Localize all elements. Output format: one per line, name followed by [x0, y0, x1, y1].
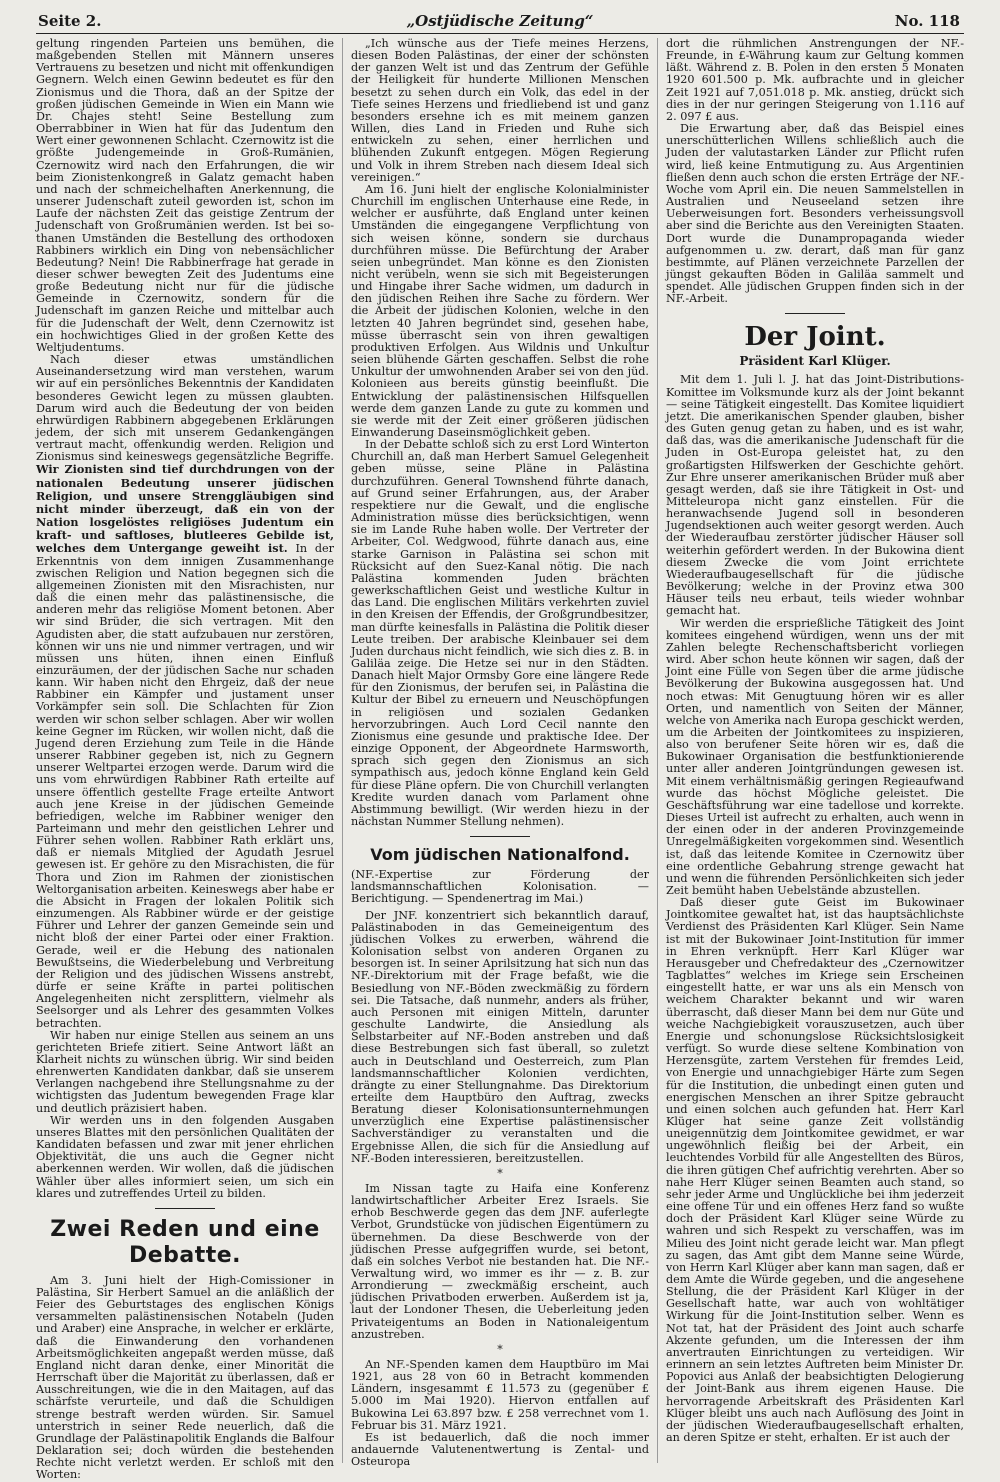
article-paragraph: Wir werden uns in den folgenden Ausgaben unseres Blattes mit den persönlichen Qualitäten der Kandidaten befassen und zwar mit jener ehrlichen Objektivität, die uns auch die Gegner nicht aberkennen werden. Wir wollen, daß die jüdischen Wähler über alles informiert seien, um sich ein klares und zutreffendes Urteil zu bilden.: [36, 1113, 334, 1200]
section-divider: [155, 1208, 215, 1209]
article-subheadline: Präsident Karl Klüger.: [739, 354, 891, 369]
article-paragraph: dort die rühmlichen Anstrengungen der NF.-Freunde, in £-Währung kaum zur Geltung kommen läßt. Während z. B. Polen in den ersten 5 Monaten 1920 601.500 p. Mk. aufbrachte und in gleicher Zeit 1921 auf 7,051.018 p. Mk. anstieg, drückt sich dies in der nur geringen Steigerung von 1.116 auf 2. 097 £ aus.: [666, 37, 964, 123]
article-paragraph: Im Nissan tagte zu Haifa eine Konferenz landwirtschaftlicher Arbeiter Erez Israels. Sie erhob Beschwerde gegen das dem JNF. auferlegte Verbot, Grundstücke von jüdischen Eigentümern zu übernehmen. Da diese Beschwerde von der jüdischen Presse aufgegriffen wurde, sei betont, daß ein solches Verbot nie bestanden hat. Die NF.-Verwaltung wird, wo immer es ihr — z. B. zur Arrondierung — zweckmäßig erscheint, auch jüdischen Privatboden erwerben. Außerdem ist ja, laut der Londoner Thesen, die Ueberleitung jeden Privateigentums an Boden in Nationaleigentum anzustreben.: [351, 1181, 649, 1341]
article-paragraph: Daß dieser gute Geist im Bukowinaer Jointkomitee gewaltet hat, ist das hauptsächlichste Verdienst des Präsidenten Karl Klüger. Sein Name ist mit der Bukowinaer Joint-Institution für immer in Ehren verknüpft. Herr Karl Klüger war Herausgeber und Chefredakteur des „Czernowitzer Tagblattes“ welches im Kriege sein Erscheinen eingestellt hatte, er war uns als ein Mensch von weichem Charakter bekannt und wir waren überrascht, daß dieser Mann bei dem nur Güte und weiche Nachgiebigkeit vorauszusetzen, auch über Energie und schonungslose Rücksichtslosigkeit verfügt. So wurde diese seltene Kombination von Herzensgüte, zartem Verstehen für fremdes Leid, von Energie und unnachgiebiger Härte zum Segen für die Institution, die unbedingt einen guten und energischen Menschen an ihrer Spitze gebraucht und einen solchen auch gefunden hat. Herr Karl Klüger hat seine ganze Zeit vollständig uneigennützig dem Jointkomitee gewidmet, er war ungewöhnlich fleißig bei der Arbeit, ein leuchtendes Vorbild für alle Angestellten des Büros, die ihren gütigen Chef aufrichtig verehrten. Aber so nahe Herr Klüger seinen Beamten auch stand, so sehr jeder Arme und Unglückliche bei ihm jederzeit eine offene Tür und ein offenes Herz fand so wußte doch der Präsident Karl Klüger seine Würde zu wahren und sich Respekt zu verschaffen, was im Milieu des Joint nicht gerade leicht war. Man pflegt zu sagen, das Amt gibt dem Manne seine Würde, von Herrn Karl Klüger aber kann man sagen, daß er dem Amte die Würde gegeben, und die angesehene Stellung, die der Präsident Karl Klüger in der Gesellschaft hatte, war auch von wohltätiger Wirkung für die Joint-Institution selber. Wenn es Not tat, hat der Präsident des Joint auch scharfe Akzente gefunden, um die Interessen der ihm anvertrauten Einrichtungen zu verteidigen. Wir erinnern an sein letztes Auftreten beim Minister Dr. Popovici aus Anlaß der beabsichtigten Delogierung der Joint-Bank aus ihrem eigenen Hause. Die hervorragende Arbeitskraft des Präsidenten Karl Klüger bleibt uns auch nach Auflösung des Joint in der jüdischen Wiederaufbaugesellschaft erhalten, an deren Spitze er steht, erhalten. Er ist auch der: [666, 896, 964, 1445]
emphasis-text: Wir Zionisten sind tief durchdrungen von der nationalen Bedeutung unserer jüdischen Religion, und unsere Strenggläubigen sind nicht minder überzeugt, daß ein von der Nation losgelöstes religiöses Judentum ein kraft- und saftloses, blutleeres Gebilde ist, welches dem Untergange geweiht ist.: [36, 462, 334, 556]
section-divider: [470, 836, 530, 837]
article-paragraph: Wir werden die ersprießliche Tätigkeit des Joint komitees eingehend würdigen, wenn uns der mit Zahlen belegte Rechenschaftsbericht vorliegen wird. Aber schon heute können wir sagen, daß der Joint eine Fülle von Segen über die arme jüdische Bevölkerung der Bukowina ausgegossen hat. Und noch etwas: Mit Genugtuung hören wir es aller Orten, und namentlich von Seiten der Männer, welche von Amerika nach Europa geschickt werden, um die Arbeiten der Jointkomitees zu inspizieren, also von berufener Seite hören wir es, daß die Bukowinaer Organisation die bestfunktionierende unter aller anderen Jointgründungen gewesen ist. Mit einem verhältnismäßig geringen Regieaufwand wurde das höchst Mögliche geleistet. Die Geschäftsführung war eine tadellose und korrekte. Dieses Urteil ist aufrecht zu erhalten, auch wenn in der einen oder in der anderen Provinzgemeinde Unregelmäßigkeiten vorgekommen sind. Wesentlich ist, daß das leitende Komitee in Czernowitz über eine ordentliche Gebahrung strenge gewacht hat und wenn die führenden Persönlichkeiten sich jeder Zeit bemüht haben Uebelstände abzustellen.: [666, 616, 964, 897]
article-paragraph: Nach dieser etwas umständlichen Auseinandersetzung wird man verstehen, warum wir auf ein persönliches Bekenntnis der Kandidaten besonderes Gewicht legen zu müssen glaubten. Darum wird auch die Bedeutung der von beiden ehrwürdigen Rabbinern abgegebenen Erklärungen jedem, der sich mit unserem Gedankengängen vertraut macht, offenkundig werden. Religion und Zionismus sind keineswegs gegensätzliche Begriffe. Wir Zionisten sind tief durchdrungen von der nationalen Bedeutung unserer jüdischen Religion, und unsere Strenggläubigen sind nicht minder überzeugt, daß ein von der Nation losgelöstes religiöses Judentum ein kraft- und saftloses, blutleeres Gebilde ist, welches dem Untergange geweiht ist. In der Erkenntnis von dem innigen Zusammenhange zwischen Religion und Nation begegnen sich die allgemeinen Zionisten mit den Misrachisten, nur daß die einen mehr das palästinensische, die anderen mehr das religiöse Moment betonen. Aber wir sind Brüder, die sich vertragen. Mit den Agudisten aber, die statt aufzubauen nur zerstören, können wir uns nie und nimmer vertragen, und wir müssen uns hüten, ihnen einen Einfluß einzuräumen, der der jüdischen Sache nur schaden kann. Wir haben nicht den Ehrgeiz, daß der neue Rabbiner ein Kämpfer und justament unser Vorkämpfer sein soll. Die Schlachten für Zion werden wir schon selber schlagen. Aber wir wollen keine Gegner im Rücken, wir wollen nicht, daß die Jugend deren Erziehung zum Teile in die Hände unserer Rabbiner gegeben ist, nich zu Gegnern unserer Weltpartei erzogen werde. Darum wird die uns vom ehrwürdigen Rabbiner Rath erteilte auf unsere öffentlich gestellte Frage erteilte Antwort auch jene Kreise in der jüdischen Gemeinde befriedigen, welche im Rabbiner weniger den Parteimann und mehr den geistlichen Lehrer und Führer sehen wollen. Rabbiner Rath erklärt uns, daß er niemals Mitglied der Agudath Jesruel gewesen ist. Er gehöre zu den Misrachisten, die für Thora und Zion im Rahmen der zionistischen Weltorganisation arbeiten. Keineswegs aber habe er die Absicht in Fragen der lokalen Politik sich einzumengen. Als Rabbiner würde er der geistige Führer und Lehrer der ganzen Gemeinde sein und nicht bloß der einer Partei oder einer Fraktion. Gerade, weil er die Hebung des nationalen Bewußtseins, die Wiederbelebung und Verbreitung der Religion und des jüdischen Wissens anstrebt, dürfe er seine Kräfte in partei politischen Angelegenheiten nicht zersplittern, vielmehr als Seelsorger und als Lehrer des gesammten Volkes betrachten.: [36, 353, 334, 1030]
article-paragraph: Der JNF. konzentriert sich bekanntlich darauf, Palästinaboden in das Gemeineigentum des jüdischen Volkes zu erwerben, während die Kolonisation selbst von anderen Organen zu besorgen ist. In seiner Aprilsitzung hat sich nun das NF.-Direktorium mit der Frage befaßt, wie die Besiedlung von NF.-Böden zweckmäßig zu fördern sei. Die Tatsache, daß nunmehr, anders als früher, auch Personen mit einigen Mitteln, darunter geschulte Landwirte, die Ansiedlung als Selbstarbeiter auf NF.-Boden anstreben und daß diese Bestrebungen sich fast überall, so zuletzt auch in Deutschland und Oesterreich, zum Plan landsmannschaftlicher Kolonien verdichten, drängte zu einer Stellungnahme. Das Direktorium erteilte dem Hauptbüro den Auftrag, zwecks Beratung dieser Kolonisationsunternehmungen unverzüglich eine Expertise palästinensischer Sachverständiger zu veranstalten und die Ergebnisse Allen, die sich für die Ansiedlung auf NF.-Boden interessieren, bereitzustellen.: [351, 908, 649, 1165]
article-columns: [36, 37, 964, 1482]
column-3: [657, 38, 964, 1463]
article-paragraph: Mit dem 1. Juli l. J. hat das Joint-Distributions-Komittee im Volksmunde kurz als der Joint bekannt — seine Tätigkeit eingestellt. Das Komitee liquidiert jetzt. Die amerikanischen Spender glauben, bisher des Guten genug getan zu haben, und es ist wahr, daß das, was die amerikanische Judenschaft für die Juden in Ost-Europa geleistet hat, zu den großartigsten Hilfswerken der Geschichte gehört. Zur Ehre unserer amerikanischen Brüder muß aber gesagt werden, daß sie ihre Tätigkeit in Ost- und Mitteleuropa nicht ganz einstellen. Für die heranwachsende Jugend soll in besonderen Jugendsektionen auch weiter gesorgt werden. Auch der Wiederaufbau zerstörter jüdischer Häuser soll weiterhin gefördert werden. In der Bukowina dient diesem Zwecke die vom Joint errichtete Wiederaufbaugesellschaft für die jüdische Bevölkerung; welche in der Provinz etwa 300 Häuser teils neu erbaut, teils wieder wohnbar gemacht hat.: [666, 373, 964, 618]
article-subnote: (NF.-Expertise zur Förderung der landsmannschaftlichen Kolonisation. — Berichtigung. — Spendenertrag im Mai.): [351, 868, 649, 906]
headline-zwei-reden: Zwei Reden und eine Debatte.: [50, 1216, 320, 1268]
newspaper-title: „Ostjüdische Zeitung“: [406, 12, 594, 30]
asterisk-divider: *: [497, 1166, 503, 1180]
section-divider: [785, 313, 845, 314]
asterisk-divider: *: [497, 1342, 503, 1356]
article-paragraph: Es ist bedauerlich, daß die noch immer andauernde Valutenentwertung is Zental- und Osteuropa: [351, 1430, 649, 1469]
column-2: [342, 37, 657, 1469]
article-paragraph: Wir haben nur einige Stellen aus seinem an uns gerichteten Briefe zitiert. Seine Antwort läßt an Klarheit nichts zu wünschen übrig. Wir sind beiden ehrenwerten Kandidaten dankbar, daß sie unserem Verlangen nachgebend ihre Stellungsnahme zu der wichtigsten das Judentum bewegenden Frage klar und deutlich präzisiert haben.: [36, 1028, 334, 1115]
article-paragraph: An NF.-Spenden kamen dem Hauptbüro im Mai 1921, aus 28 von 60 in Betracht kommenden Ländern, insgesammt £ 11.573 zu (gegenüber £ 5.000 im Mai 1920). Hiervon entfallen auf Bukowina Lei 63.897 bzw. £ 258 verrechnet vom 1. Februar bis 31. März 1921.: [351, 1357, 649, 1432]
article-paragraph: Am 3. Juni hielt der High-Comissioner in Palästina, Sir Herbert Samuel an die anläßlich der Feier des Geburtstages des englischen Königs versammelten palästinensischen Notabeln (Juden und Araber) eine Ansprache, in welcher er erklärte, daß die Einwanderung den vorhandenen Arbeitsmöglichkeiten angepaßt werden müsse, daß England nicht daran denke, einer Minorität die Herrschaft über die Majorität zu überlassen, daß er Ausschreitungen, wie die in den Maitagen, auf das schärfste verurteile, und daß die Schuldigen strenge bestraft werden würden. Sir. Samuel unterstrich in seiner Rede neuerlich, daß die Grundlage der Palästinapolitik Englands die Balfour Deklaration sei; doch würden die bestehenden Rechte nicht verletzt werden. Er schloß mit den Worten:: [36, 1273, 334, 1482]
article-paragraph: „Ich wünsche aus der Tiefe meines Herzens, diesen Boden Palästinas, der einer der schönsten der ganzen Welt ist und das Zentrum der Gefühle der Heiligkeit für hunderte Millionen Menschen besetzt zu sehen durch ein Volk, das edel in der Tiefe seines Herzens und friedliebend ist und ganz besonders ersehne ich es mit meinem ganzen Willen, dies Land in Frieden und Ruhe sich entwickeln zu sehen, einer herrlichen und blühenden Zukunft entgegen. Mögen Regierung und Volk in ihrem Streben nach diesem Ideal sich vereinigen.“: [351, 37, 649, 184]
article-paragraph: In der Debatte schloß sich zu erst Lord Winterton Churchill an, daß man Herbert Samuel Gelegenheit geben müsse, seine Pläne in Palästina durchzuführen. General Townshend führte danach, auf Grund seiner Erfahrungen, aus, der Araber respektiere nur die Gewalt, und die englische Administration müsse dies berücksichtigen, wenn sie im Lande Ruhe haben wolle. Der Vertreter der Arbeiter, Col. Wedgwood, führte danach aus, eine starke Garnison in Palästina sei schon mit Rücksicht auf den Suez-Kanal nötig. Die nach Palästina kommenden Juden brächten gewerkschaftlichen Geist und westliche Kultur in das Land. Die englischen Militärs verkehrten zuviel in den Kreisen der Effendis, der Großgrundbesitzer, man dürfte keinesfalls in Palästina die Politik dieser Leute treiben. Der arabische Kleinbauer sei dem Juden durchaus nicht feindlich, wie sich dies z. B. in Galiläa zeige. Die Hetze sei nur in den Städten. Danach hielt Major Ormsby Gore eine längere Rede für den Zionismus, der berufen sei, in Palästina die Kultur der Bibel zu erneuern und Neuschöpfungen in religiösen und sozialen Gedanken hervorzubringen. Auch Lord Cecil nannte den Zionismus eine gesunde und praktische Idee. Der einzige Opponent, der Abgeordnete Harmsworth, sprach sich gegen den Zionismus an sich sympathisch aus, jedoch könne England kein Geld für diese Pläne opfern. Die von Churchill verlangten Kredite wurden danach vom Parlament ohne Abstimmung bewilligt. (Wir werden hiezu in der nächstan Nummer Stellung nehmen).: [351, 438, 649, 828]
issue-number: No. 118: [894, 12, 960, 30]
column-1: [36, 37, 342, 1482]
article-paragraph: geltung ringenden Parteien uns bemühen, die maßgebenden Stellen mit Männern unseres Vertrauens zu besetzen und nicht mit offenkundigen Gegnern. Welch einen Gewinn bedeutet es für den Zionismus und die Thora, daß an der Spitze der großen jüdischen Gemeinde in Wien ein Mann wie Dr. Chajes steht! Seine Bestellung zum Oberrabbiner in Wien hat für das Judentum den Wert einer gewonnenen Schlacht. Czernowitz ist die größte Judengemeinde in Groß-Rumänien, Czernowitz wird nach den Erfahrungen, die wir beim Zionistenkongreß in Galatz gemacht haben und nach der schmeichelhaften Anerkennung, die unserer Judenschaft zuteil geworden ist, schon im Laufe der nächsten Zeit das geistige Zentrum der Judenschaft von Großrumänien werden. Ist bei so-thanen Umständen die Bestellung des orthodoxen Rabbiners wirklich ein Ding von nebensächlicher Bedeutung? Nein! Die Rabbinerfrage hat gerade in dieser schwer bewegten Zeit des Judentums eine große Bedeutung nicht nur für die jüdische Gemeinde in Czernowitz, sondern für die Judenschaft im ganzen Reiche und mittelbar auch für die Judenschaft der Welt, denn Czernowitz ist ein hochwichtiges Glied in der großen Kette des Weltjudentums.: [36, 37, 334, 354]
page-number: Seite 2.: [38, 12, 102, 30]
headline-nationalfond: Vom jüdischen Nationalfond.: [370, 845, 630, 865]
headline-der-joint: Der Joint.: [744, 322, 886, 353]
article-paragraph: Am 16. Juni hielt der englische Kolonialminister Churchill im englischen Unterhause eine Rede, in welcher er ausführte, daß England unter keinen Umständen die eingegangene Verpflichtung von sich weisen könne, sondern sie durchaus durchführen müsse. Die Befürchtung der Araber seien unbegründet. Man könne es den Zionisten nicht verübeln, wenn sie sich mit Begeisterungen und Hingabe ihrer Sache widmen, um dadurch in den jüdischen Reihen ihre Sache zu fördern. Wer die Arbeit der jüdischen Kolonien, welche in den letzten 40 Jahren begründet sind, gesehen habe, müsse überrascht sein von ihren gewaltigen produktiven Erfolgen. Aus Wildnis und Unkultur seien blühende Gärten geschaffen. Selbst die rohe Unkultur der umwohnenden Araber sei von den jüd. Kolonieen aus bereits günstig beeinflußt. Die Entwicklung der palästinensischen Hilfsquellen werde dem ganzen Lande zu gute zu kommen und sie werde mit der Zeit einer größeren jüdischen Einwanderung Daseinsmöglichkeit geben.: [351, 182, 649, 439]
page-header: [36, 8, 964, 34]
article-paragraph: Die Erwartung aber, daß das Beispiel eines unerschütterlichen Willens schließlich auch die Juden der valutastarken Länder zur Pflicht rufen wird, ließ keine Entmutigung zu. Aus Argentinien fließen denn auch schon die ersten Erträge der NF.-Woche vom April ein. Die neuen Sammelstellen in Australien und Neuseeland setzen ihre Ueberweisungen fort. Besonders verheissungsvoll aber sind die Berichte aus den Vereinigten Staaten. Dort wurde die Dunampropaganda wieder aufgenommen u. zw. derart, daß man für ganz bestimmte, auf Plänen verzeichnete Parzellen der jüngst gekauften Böden in Galiläa sammelt und spendet. Alle jüdischen Gruppen finden sich in der NF.-Arbeit.: [666, 122, 964, 306]
